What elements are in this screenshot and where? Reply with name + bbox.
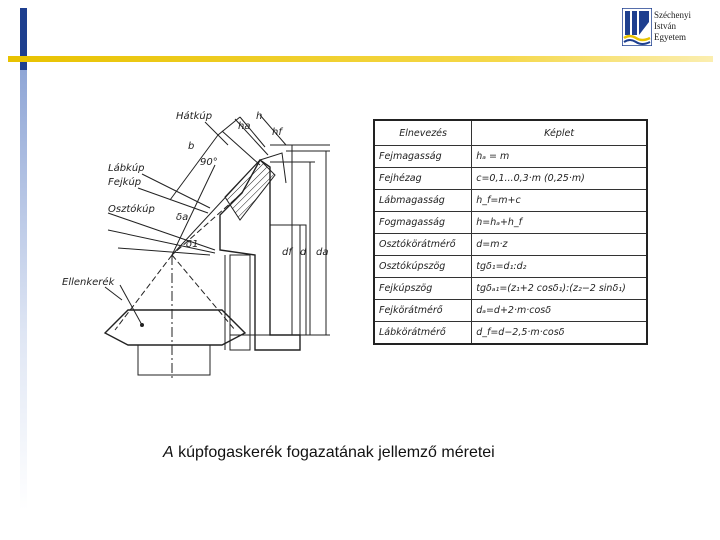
caption-italic: A (163, 444, 174, 461)
row-formula: tgδₐ₁=(z₁+2 cosδ₁):(z₂−2 sinδ₁) (472, 278, 647, 300)
label-angle90: 90° (200, 157, 218, 168)
row-formula: d_f=d−2,5·m·cosδ (472, 322, 647, 345)
caption-text: kúpfogaskerék fogazatának jellemző méretei (173, 444, 495, 461)
row-formula: hₐ = m (472, 146, 647, 168)
row-formula: h_f=m+c (472, 190, 647, 212)
table-row (374, 212, 647, 234)
logo-text (654, 10, 691, 43)
label-ellenkerek: Ellenkerék (62, 277, 115, 288)
row-name: Fejkúpszög (374, 278, 472, 300)
table-row (374, 146, 647, 168)
table-row (374, 168, 647, 190)
logo-line: Széchenyi (654, 10, 691, 20)
formula-table (373, 119, 648, 345)
table-row (374, 300, 647, 322)
header-formula: Képlet (472, 120, 647, 146)
formula-table-container (373, 119, 648, 371)
table-row (374, 322, 647, 345)
bevel-gear-drawing (60, 105, 380, 395)
logo-line: István (654, 21, 676, 31)
label-df: df (282, 247, 292, 258)
row-formula: tgδ₁=d₁:d₂ (472, 256, 647, 278)
row-name: Fejhézag (374, 168, 472, 190)
label-hatkup: Hátkúp (176, 111, 213, 122)
table-header-row (374, 120, 647, 146)
row-formula: d=m·z (472, 234, 647, 256)
row-name: Lábkörátmérő (374, 322, 472, 345)
label-osztokup: Osztókúp (108, 204, 155, 215)
logo-line: Egyetem (654, 32, 686, 42)
row-name: Fejmagasság (374, 146, 472, 168)
table-row (374, 234, 647, 256)
label-fejkup: Fejkúp (108, 177, 142, 188)
table-row (374, 256, 647, 278)
header-rule (8, 56, 713, 62)
label-da: da (316, 247, 329, 258)
label-h: h (256, 111, 263, 122)
label-delta1: δ1 (186, 239, 199, 250)
row-name: Osztókörátmérő (374, 234, 472, 256)
row-name: Lábmagasság (374, 190, 472, 212)
label-b: b (188, 141, 195, 152)
label-delta-a: δa (176, 212, 189, 223)
header-name: Elnevezés (374, 120, 472, 146)
row-formula: c=0,1...0,3·m (0,25·m) (472, 168, 647, 190)
row-name: Fejkörátmérő (374, 300, 472, 322)
left-accent-fade (20, 70, 27, 510)
table-row (374, 190, 647, 212)
university-logo (622, 8, 714, 50)
slide-caption (163, 444, 495, 462)
row-name: Osztókúpszög (374, 256, 472, 278)
row-formula: dₐ=d+2·m·cosδ (472, 300, 647, 322)
logo-mark-icon (622, 8, 652, 46)
row-name: Fogmagasság (374, 212, 472, 234)
label-labkup: Lábkúp (108, 163, 145, 174)
table-row (374, 278, 647, 300)
label-hf: hf (272, 127, 282, 138)
label-ha: ha (238, 121, 251, 132)
label-d: d (300, 247, 307, 258)
row-formula: h=hₐ+h_f (472, 212, 647, 234)
